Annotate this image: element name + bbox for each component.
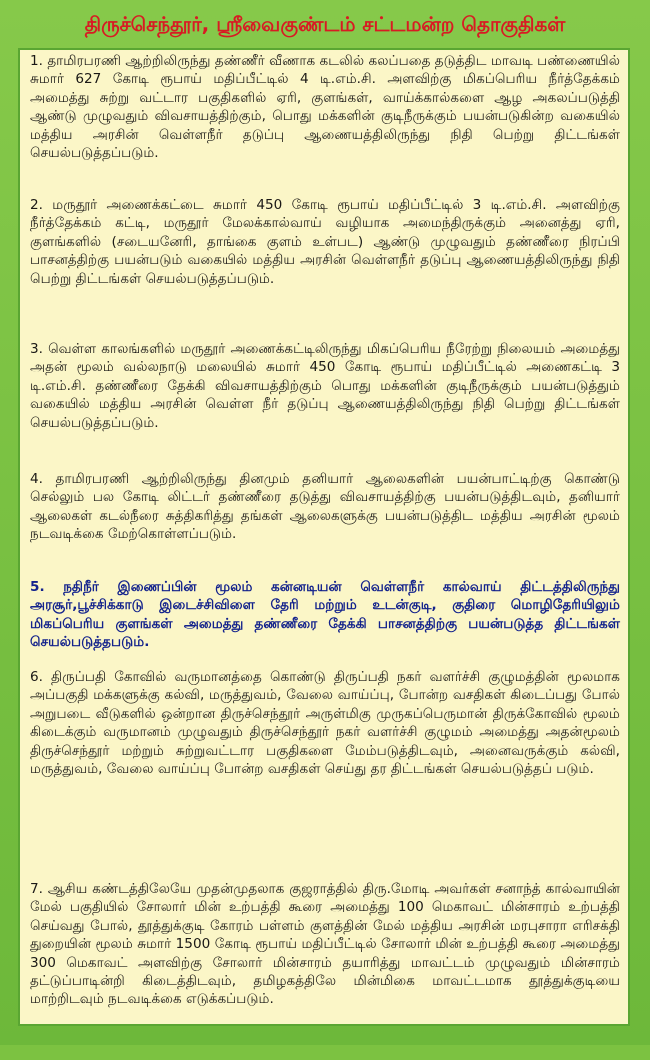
paragraph-7: 7. ஆசிய கண்டத்திலேயே முதன்முதலாக குஜராத்தில் திரு.மோடி அவர்கள் சனாந்த் கால்வாயின் மேல் பகுதியில் சோலார் மின் உற்பத்தி கூரை அமைத்து 100 மெகாவட் மின்சாரம் உற்பத்தி செய்வது போல், தூத்துக்குடி கோரம் பள்ளம் குளத்தின் மேல் மத்திய அரசின் மரபுசாரா எரிசக்தி துறையின் மூலம் சுமார் 1500 கோடி ரூபாய் மதிப்பீட்டில் சோலார் மின் உற்பத்தி கூரை அமைத்து 300 மெகாவட் அளவிற்கு சோலார் மின்சாரம் தயாரித்து மாவட்டம் முழுவதும் மின்சாரம் தட்டுப்பாடின்றி கிடைத்திடவும், தமிழகத்திலே மின்மிகை மாவட்டமாக தூத்துக்குடியை மாற்றிடவும் நடவடிக்கை எடுக்கப்படும். — [30, 881, 620, 1008]
paragraph-2: 2. மருதூர் அணைக்கட்டை சுமார் 450 கோடி ரூபாய் மதிப்பீட்டில் 3 டி.எம்.சி. அளவிற்கு நீர்த்தேக்கம் கட்டி, மருதூர் மேலக்கால்வாய் வழியாக அமைந்திருக்கும் அனைத்து ஏரி, குளங்களில் (சடையனேரி, தாங்கை குளம் உள்பட) ஆண்டு முழுவதும் தண்ணீரை நிரப்பி பாசனத்திற்கு பயன்படும் வகையில் மத்திய அரசின் வெள்ளநீர் தடுப்பு ஆணையத்திலிருந்து நிதி பெற்று திட்டங்கள் செயல்படுத்தப்படும். — [30, 197, 620, 287]
paragraph-5-highlight: 5. நதிநீர் இணைப்பின் மூலம் கன்னடியன் வெள்ளநீர் கால்வாய் திட்டத்திலிருந்து அரசூர்,பூச்சிக்காடு இடைச்சிவிளை தேரி மற்றும் உடன்குடி, குதிரை மொழிதேரியிலும் மிகப்பெரிய குளங்கள் அமைத்து தண்ணீரை தேக்கி பாசனத்திற்கு பயன்படுத்த திட்டங்கள் செயல்படுத்தபடும். — [30, 579, 620, 651]
paragraph-3: 3. வெள்ள காலங்களில் மருதூர் அணைக்கட்டிலிருந்து மிகப்பெரிய நீரேற்று நிலையம் அமைத்து அதன் மூலம் வல்லநாடு மலையில் சுமார் 450 கோடி ரூபாய் மதிப்பீட்டில் அணைகட்டி 3 டி.எம்.சி. தண்ணீரை தேக்கி விவசாயத்திற்கும் பொது மக்களின் குடிநீருக்கும் பயன்படுத்தும் வகையில் மத்திய அரசின் வெள்ள நீர் தடுப்பு ஆணையத்திலிருந்து நிதி பெற்று திட்டங்கள் செயல்படுத்தப்படும். — [30, 341, 620, 431]
page-title: திருச்செந்தூர், ஸ்ரீவைகுண்டம் சட்டமன்ற தொகுதிகள் — [84, 12, 566, 36]
paragraph-1: 1. தாமிரபரணி ஆற்றிலிருந்து தண்ணீர் வீணாக கடலில் கலப்பதை தடுத்திட மாவடி பண்ணையில் சுமார் 627 கோடி ரூபாய் மதிப்பீட்டில் 4 டி.எம்.சி. அளவிற்கு மிகப்பெரிய நீர்த்தேக்கம் அமைத்து சுற்று வட்டார பகுதிகளில் ஏரி, குளங்கள், வாய்க்கால்களை ஆழ அகலப்படுத்தி ஆண்டு முழுவதும் விவசாயத்திற்கும், பொது மக்களின் குடிநீருக்கும் பயன்படுகின்ற வகையில் மத்திய அரசின் வெள்ளநீர் தடுப்பு ஆணையத்திலிருந்து நிதி பெற்று திட்டங்கள் செயல்படுத்தப்படும். — [30, 53, 620, 162]
paragraph-4: 4. தாமிரபரணி ஆற்றிலிருந்து தினமும் தனியார் ஆலைகளின் பயன்பாட்டிற்கு கொண்டு செல்லும் பல கோடி லிட்டர் தண்ணீரை தடுத்து விவசாயத்திற்கு பயன்படுத்திடவும், தனியார் ஆலைகள் கடல்நீரை சுத்திகரித்து தங்கள் ஆலைகளுக்கு பயன்படுத்திட மத்திய அரசின் மூலம் நடவடிக்கை மேற்கொள்ளப்படும். — [30, 471, 620, 543]
paragraph-6: 6. திருப்பதி கோவில் வருமானத்தை கொண்டு திருப்பதி நகர் வளர்ச்சி குழுமத்தின் மூலமாக அப்பகுதி மக்களுக்கு கல்வி, மருத்துவம், வேலை வாய்ப்பு, போன்ற வசதிகள் கிடைப்பது போல் அறுபடை வீடுகளில் ஒன்றான திருச்செந்தூர் அருள்மிகு முருகப்பெருமான் திருக்கோவில் மூலம் கிடைக்கும் வருமானம் முழுவதும் திருச்செந்தூர் நகர் வளர்ச்சி குழுமம் அமைத்து அதன்மூலம் திருச்செந்தூர் மற்றும் சுற்றுவட்டார பகுதிகளை மேம்படுத்திடவும், அனைவருக்கும் கல்வி, மருத்துவம், வேலை வாய்ப்பு போன்ற வசதிகள் செய்து தர திட்டங்கள் செயல்படுத்தப் படும். — [30, 669, 620, 778]
document-body — [30, 52, 620, 1060]
